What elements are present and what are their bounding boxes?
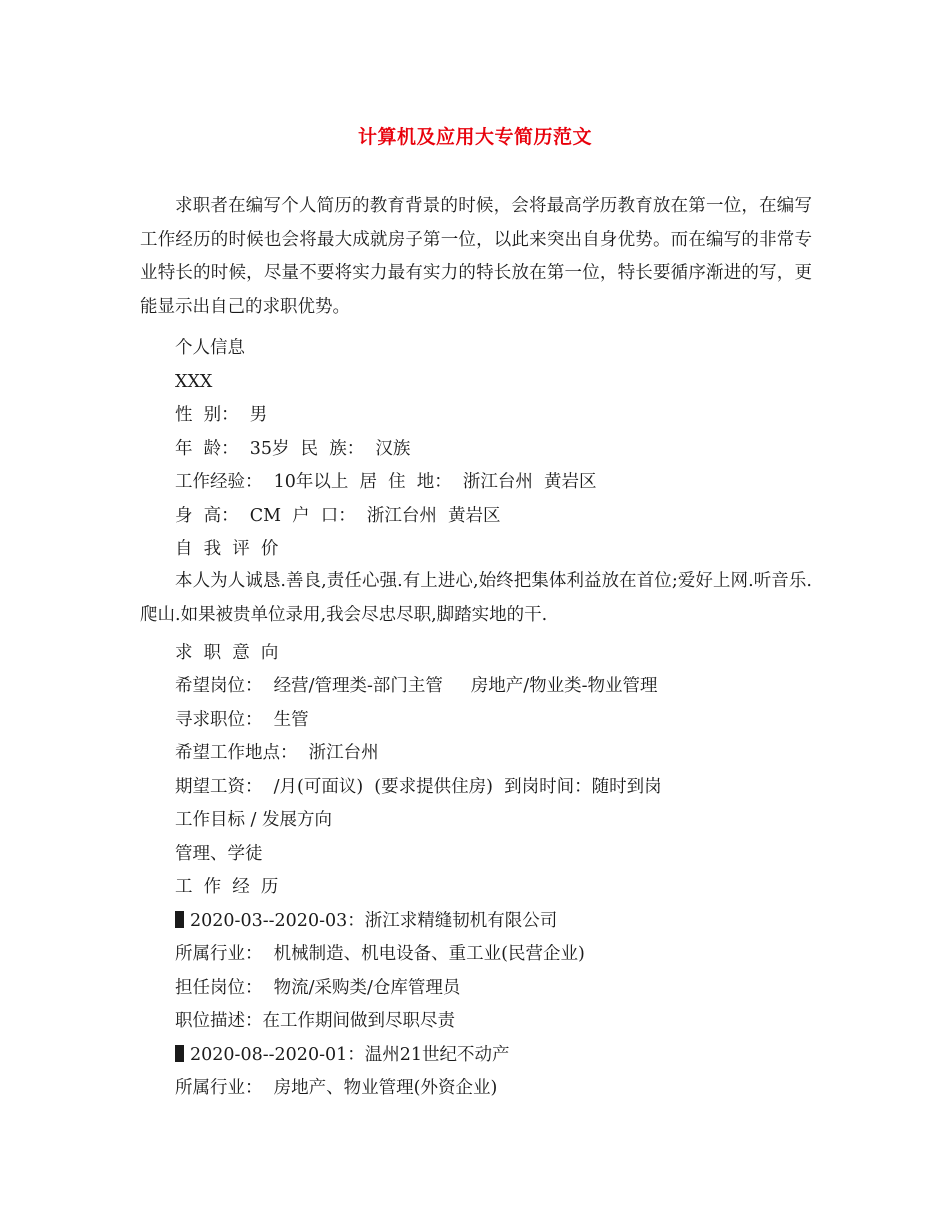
job-period-line xyxy=(175,1043,510,1067)
work-goal-text: 管理、学徒 xyxy=(175,844,263,864)
self-evaluation-heading: 自 我 评 价 xyxy=(175,539,279,559)
job-period-line xyxy=(175,909,557,933)
name-line: XXX xyxy=(175,372,213,392)
personal-info-heading: 个人信息 xyxy=(175,338,245,358)
desired-location-line: 希望工作地点： 浙江台州 xyxy=(175,743,379,763)
job-description-line: 职位描述：在工作期间做到尽职尽责 xyxy=(175,1011,455,1031)
self-evaluation-text: 本人为人诚恳.善良,责任心强.有上进心,始终把集体利益放在首位;爱好上网.听音乐.爬山.如果被贵单位录用,我会尽忠尽职,脚踏实地的干. xyxy=(140,571,812,625)
bullet-marker xyxy=(175,911,184,928)
gender-line: 性 别： 男 xyxy=(175,405,268,425)
work-history-heading: 工 作 经 历 xyxy=(175,877,279,897)
job-post-line: 担任岗位： 物流/采购类/仓库管理员 xyxy=(175,978,461,998)
age-ethnicity-line: 年 龄： 35岁 民 族： 汉族 xyxy=(175,439,411,459)
bullet-marker xyxy=(175,1045,184,1062)
job-industry-line: 所属行业： 房地产、物业管理(外资企业) xyxy=(175,1078,498,1098)
job-intention-heading: 求 职 意 向 xyxy=(175,643,279,663)
job-industry-line: 所属行业： 机械制造、机电设备、重工业(民营企业) xyxy=(175,944,585,964)
work-goal-heading: 工作目标 / 发展方向 xyxy=(175,810,333,830)
intro-paragraph: 求职者在编写个人简历的教育背景的时候，会将最高学历教育放在第一位，在编写工作经历的时候也会将最大成就房子第一位，以此来突出自身优势。而在编写的非常专业特长的时候，尽量不要将实力最有实力的特长放在第一位，特长要循序渐进的写，更能显示出自己的求职优势。 xyxy=(140,196,812,317)
height-hukou-line: 身 高： CM 户 口： 浙江台州 黄岩区 xyxy=(175,506,501,526)
seeking-position-line: 寻求职位： 生管 xyxy=(175,710,309,730)
experience-residence-line: 工作经验： 10年以上 居 住 地： 浙江台州 黄岩区 xyxy=(175,472,597,492)
expected-salary-line: 期望工资： /月(可面议) (要求提供住房) 到岗时间：随时到岗 xyxy=(175,777,662,797)
job-period-text: 2020-08--2020-01：温州21世纪不动产 xyxy=(190,1045,510,1065)
desired-position-line: 希望岗位： 经营/管理类-部门主管 房地产/物业类-物业管理 xyxy=(175,676,658,696)
job-period-text: 2020-03--2020-03：浙江求精缝韧机有限公司 xyxy=(190,911,558,931)
document-title: 计算机及应用大专简历范文 xyxy=(357,126,592,148)
